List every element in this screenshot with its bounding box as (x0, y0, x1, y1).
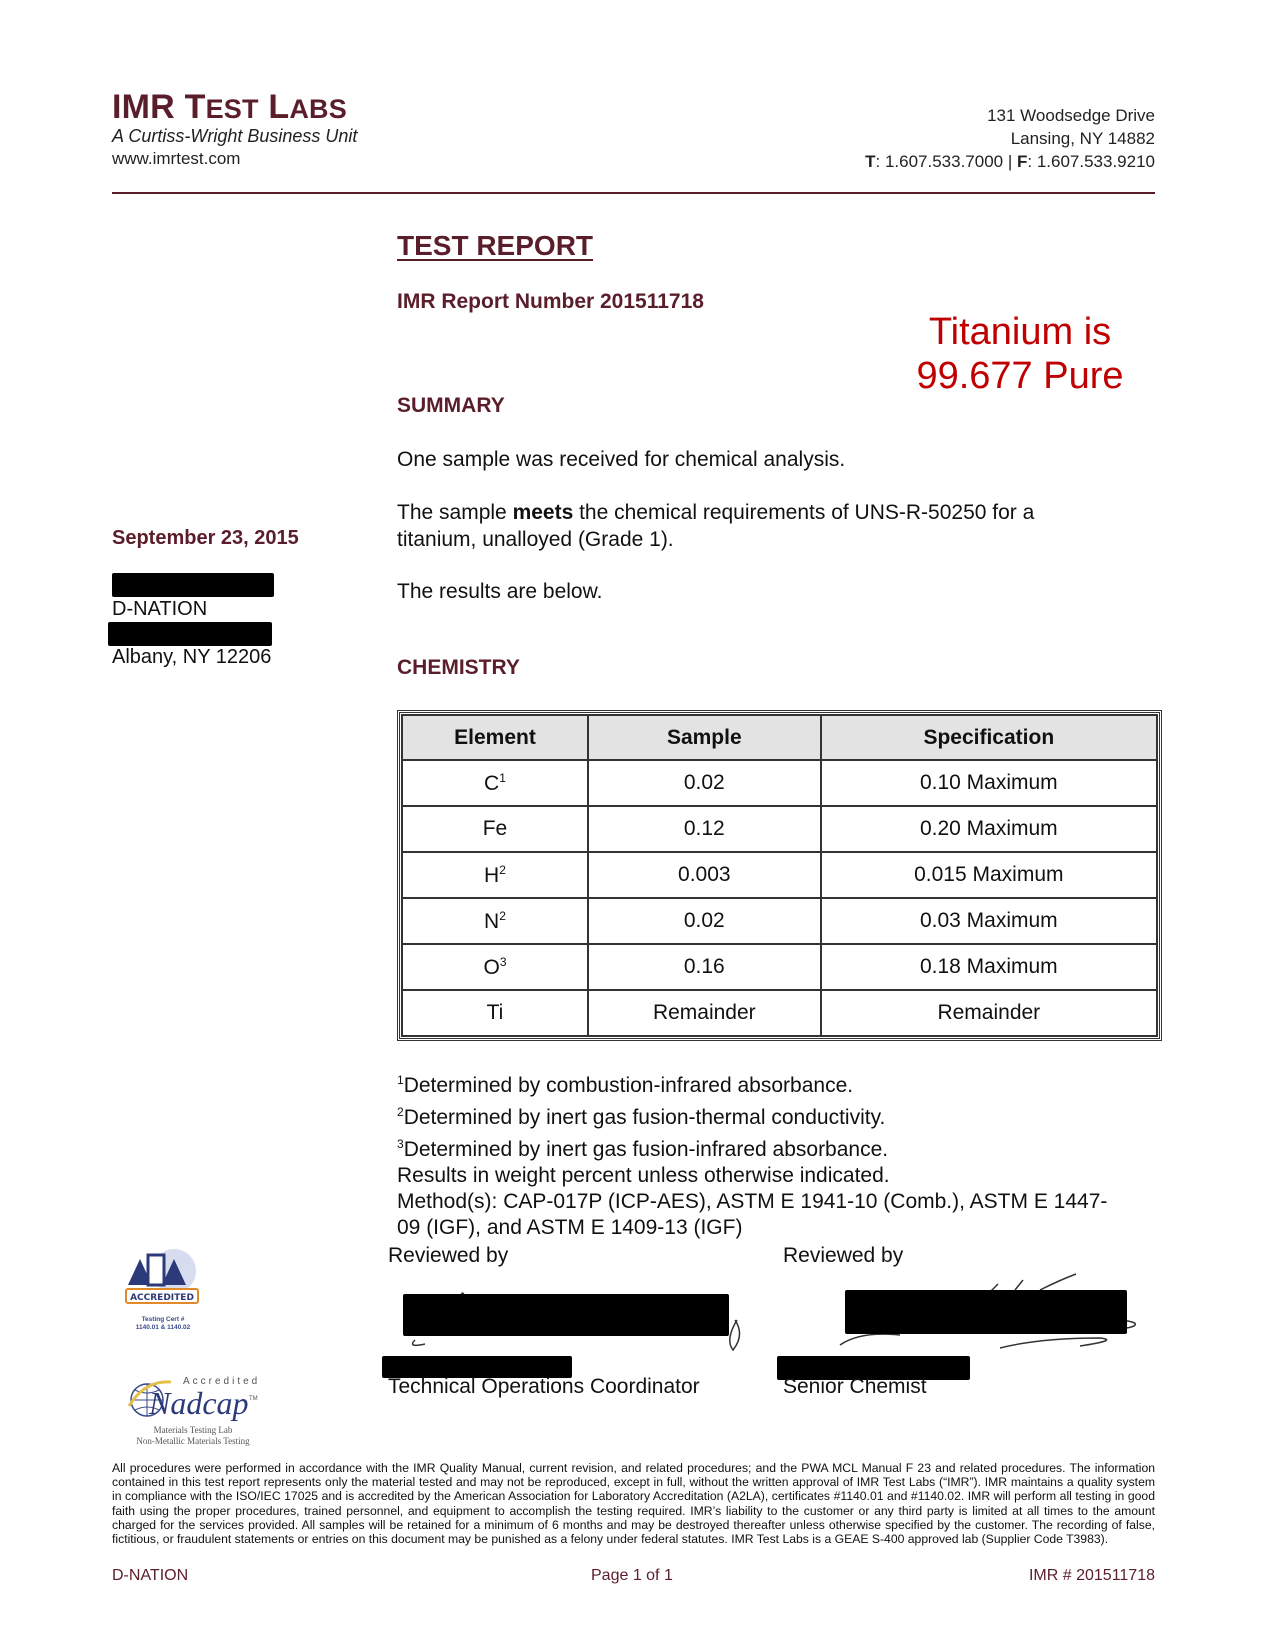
nadcap-scope-line-2: Non-Metallic Materials Testing (136, 1436, 250, 1446)
footer-page-number: Page 1 of 1 (591, 1567, 673, 1584)
nadcap-name: Nadcap (149, 1385, 249, 1421)
logo-l: L (268, 88, 290, 126)
footnote-mark: 2 (397, 1105, 404, 1119)
column-header-sample: Sample (588, 715, 821, 760)
logo-est: EST (205, 94, 259, 124)
a2la-badge-text: ACCREDITED (130, 1293, 194, 1303)
a2la-cert-line-1: Testing Cert # (141, 1316, 185, 1323)
footer-client: D-NATION (112, 1567, 189, 1584)
element-symbol: Fe (482, 817, 508, 840)
reviewer-2-role: Senior Chemist (783, 1375, 927, 1398)
cell-sample: 0.02 (588, 760, 821, 806)
chemistry-heading: CHEMISTRY (397, 656, 520, 679)
p2-text-pre: The sample (397, 501, 513, 524)
logo-abs: ABS (289, 94, 347, 124)
header-divider (112, 192, 1155, 194)
table-row (402, 944, 1157, 990)
address-city: Lansing, NY 14882 (1010, 129, 1155, 148)
footnote-text: Determined by inert gas fusion-infrared absorbance. (403, 1138, 889, 1161)
cell-element (402, 760, 588, 806)
table-row (402, 852, 1157, 898)
element-symbol: C (484, 771, 500, 795)
cell-element (402, 852, 588, 898)
element-symbol: Ti (486, 1001, 504, 1024)
footnote-mark: 1 (499, 770, 506, 785)
cell-specification: Remainder (821, 990, 1157, 1036)
units-note: Results in weight percent unless otherwise indicated. (397, 1164, 890, 1187)
methods-note: Method(s): CAP-017P (ICP-AES), ASTM E 1941-10 (Comb.), ASTM E 1447-09 (IGF), and ASTM E 1409-13 (IGF) (397, 1190, 1108, 1239)
a2la-cert-line-2: 1140.01 & 1140.02 (135, 1324, 191, 1331)
nadcap-scope-line-1: Materials Testing Lab (153, 1425, 233, 1435)
report-title: TEST REPORT (397, 230, 594, 261)
meets-emphasis: meets (512, 501, 574, 524)
table-row (402, 898, 1157, 944)
table-row (402, 760, 1157, 806)
signature-redaction (845, 1290, 1127, 1334)
company-website: www.imrtest.com (112, 149, 241, 168)
reviewer-2-label: Reviewed by (783, 1244, 904, 1267)
p2-text-post: the chemical requirements of UNS-R-50250 for a titanium, unalloyed (Grade 1). (397, 501, 1035, 551)
legal-disclaimer: All procedures were performed in accordance with the IMR Quality Manual, current revision, and related procedures; and the PWA MCL Manual F 23 and related procedures. The information contained in this test report represents only the material tested and may not be reproduced, except in full, without the written approval of IMR Test Labs (“IMR”). IMR maintains a quality system in compliance with the ISO/IEC 17025 and is accredited by the American Association for Laboratory Accreditation (A2LA), certificates #1140.01 and #1140.02. IMR will perform all testing in good faith using the proper procedures, trained personnel, and equipment to accomplish the testing required. IMR’s liability to the customer or any third party is limited at all times to the amount charged for the services provided. All samples will be retained for a minimum of 6 months and may be destroyed thereafter unless otherwise specified by the customer. The recording of false, fictitious, or fraudulent statements or entries on this document may be punished as a felony under federal statutes. IMR Test Labs is a GEAE S-400 approved lab (Supplier Code T3983). (112, 1461, 1155, 1547)
cell-sample: 0.02 (588, 898, 821, 944)
cell-element (402, 990, 588, 1036)
logo-imr: IMR (112, 88, 175, 126)
chemistry-table (397, 710, 1162, 1041)
element-symbol: H (484, 863, 500, 887)
a2la-cert-text (118, 1316, 208, 1332)
element-symbol: N (484, 909, 500, 933)
nadcap-accredited-logo (125, 1370, 265, 1426)
recipient-name: D-NATION (112, 598, 208, 620)
footnote-mark: 3 (397, 1137, 404, 1151)
nadcap-scope (128, 1425, 258, 1447)
fax-label: F (1016, 152, 1028, 171)
report-date: September 23, 2015 (112, 527, 299, 549)
summary-paragraph-3: The results are below. (397, 580, 603, 603)
cell-sample: Remainder (588, 990, 821, 1036)
footnote-3 (397, 1131, 1117, 1163)
cell-specification: 0.015 Maximum (821, 852, 1157, 898)
nadcap-accredited-text: Accredited (183, 1376, 261, 1387)
cell-element (402, 944, 588, 990)
annotation-line-2: 99.677 Pure (916, 355, 1124, 397)
table-header-row (402, 715, 1157, 760)
cell-specification: 0.18 Maximum (821, 944, 1157, 990)
phone-number: : 1.607.533.7000 | (875, 152, 1017, 171)
footnote-mark: 1 (397, 1073, 404, 1087)
footer-report-number: IMR # 201511718 (1028, 1567, 1155, 1584)
table-row (402, 806, 1157, 852)
cell-sample: 0.12 (588, 806, 821, 852)
logo-t: T (184, 88, 206, 126)
footnote-mark: 2 (499, 908, 506, 923)
cell-sample: 0.003 (588, 852, 821, 898)
address-street: 131 Woodsedge Drive (987, 106, 1155, 125)
table-row (402, 990, 1157, 1036)
footnote-1 (397, 1067, 1117, 1099)
redaction-bar (108, 622, 272, 646)
cell-specification: 0.03 Maximum (821, 898, 1157, 944)
column-header-element: Element (402, 715, 588, 760)
footnote-mark: 2 (499, 862, 506, 877)
reviewer-1-role: Technical Operations Coordinator (388, 1375, 700, 1398)
nadcap-tm: TM (249, 1396, 258, 1402)
recipient-city: Albany, NY 12206 (112, 646, 272, 668)
footnote-text: Determined by combustion-infrared absorbance. (403, 1074, 854, 1097)
cell-specification: 0.20 Maximum (821, 806, 1157, 852)
footnote-mark: 3 (499, 954, 507, 969)
company-logo-text (112, 88, 347, 127)
annotation-line-1: Titanium is (928, 311, 1112, 353)
contact-numbers (865, 152, 1155, 172)
footnote-2 (397, 1099, 1117, 1131)
cell-specification: 0.10 Maximum (821, 760, 1157, 806)
summary-paragraph-2 (397, 499, 1117, 553)
company-tagline: A Curtiss-Wright Business Unit (112, 126, 358, 146)
phone-label: T (865, 152, 876, 171)
cell-element (402, 898, 588, 944)
reviewer-1-label: Reviewed by (388, 1244, 509, 1267)
chemistry-notes (397, 1067, 1117, 1241)
redaction-bar (112, 573, 274, 597)
signature-redaction (403, 1294, 729, 1336)
fax-number: : 1.607.533.9210 (1027, 152, 1155, 171)
element-symbol: O (483, 955, 500, 979)
cell-element (402, 806, 588, 852)
summary-heading: SUMMARY (397, 394, 505, 417)
a2la-accredited-logo (122, 1245, 202, 1317)
cell-sample: 0.16 (588, 944, 821, 990)
column-header-specification: Specification (821, 715, 1157, 760)
summary-paragraph-1: One sample was received for chemical analysis. (397, 448, 846, 471)
report-number: IMR Report Number 201511718 (397, 290, 704, 313)
footnote-text: Determined by inert gas fusion-thermal conductivity. (403, 1106, 886, 1129)
purity-annotation (870, 310, 1170, 398)
